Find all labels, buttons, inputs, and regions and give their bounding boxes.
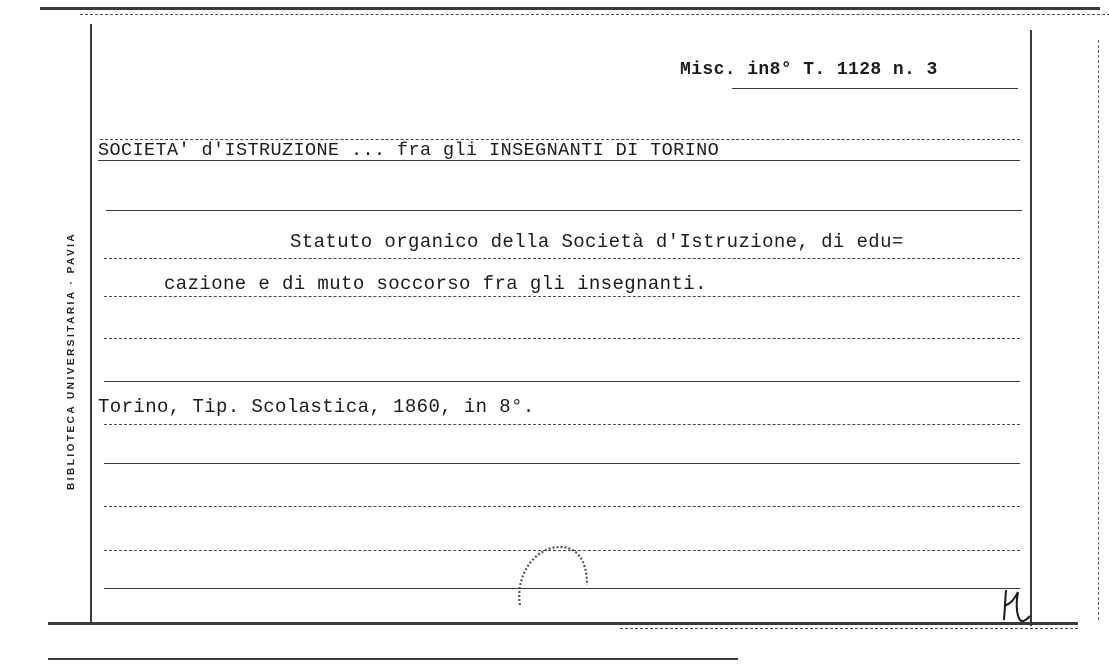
library-stamp: BIBLIOTECA UNIVERSITARIA · PAVIA [66,231,77,490]
heading-underline [98,160,1020,161]
imprint-text: Torino, Tip. Scolastica, 1860, in 8°. [98,396,535,418]
right-edge-speckle [1098,40,1099,620]
ruled-line-9 [104,506,1020,507]
ruled-line-8 [104,463,1020,464]
right-border [1030,30,1032,626]
bottom-edge-line [48,658,738,660]
shelfmark: Misc. in8° T. 1128 n. 3 [680,60,938,80]
heading-text: SOCIETA' d'ISTRUZIONE ... fra gli INSEGNANTI DI TORINO [98,140,720,161]
title-line-1: Statuto organico della Società d'Istruzione, di edu= [290,231,904,253]
punch-hole-mark [505,535,605,615]
ruled-line-7 [104,424,1020,425]
ruled-line-6 [104,381,1020,382]
bottom-border [48,622,1078,625]
ruled-line-2 [106,210,1022,211]
ruled-line-4 [104,296,1020,297]
left-border [90,24,92,624]
ruled-line-5 [104,338,1020,339]
title-line-2: cazione e di muto soccorso fra gli insegnanti. [164,273,707,295]
bottom-dashed-line [620,628,1078,629]
handwritten-initial-signature [996,586,1036,626]
top-dashed-line [80,14,1109,15]
shelfmark-underline [732,88,1018,89]
ruled-line-3 [104,258,1020,259]
top-border [40,7,1100,10]
